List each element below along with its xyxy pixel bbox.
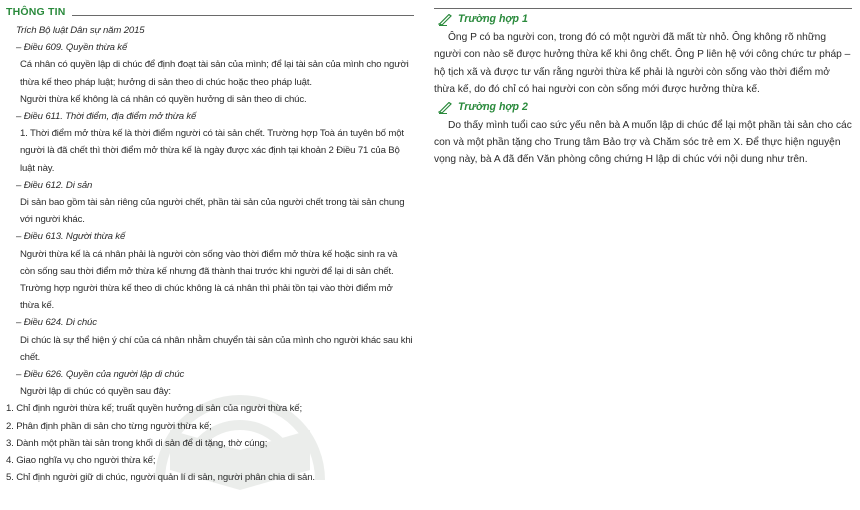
pen-icon [438,14,452,26]
case-text: Do thấy mình tuổi cao sức yếu nên bà A muốn lập di chúc để lại một phần tài sản cho các con và một phần tặng cho Trung tâm Bảo trợ và Chăm sóc trẻ em X. Để thực hiện nguyện vọng này, bà A đã đến Văn phòng công chứng H lập di chúc với nội dung như trên. [434,119,852,166]
article-heading: – Điều 609. Quyền thừa kế [16,42,128,54]
article-613 [6,228,414,314]
source-citation: Trích Bộ luật Dân sự năm 2015 [16,25,145,36]
article-609 [6,39,414,108]
pen-icon [438,102,452,114]
article-612 [6,177,414,229]
article-heading: – Điều 626. Quyền của người lập di chúc [16,369,185,381]
article-heading: – Điều 624. Di chúc [16,317,97,329]
case-1 [434,11,852,99]
info-header [6,4,414,22]
article-paragraph: Di sản bao gồm tài sản riêng của người chết, phần tài sản của người chết trong tài sản chung với người khác. [20,197,405,226]
cases-panel [434,4,852,169]
list-item: 2. Phân định phần di sản cho từng người thừa kế; [6,420,212,432]
article-paragraph: Người thừa kế là cá nhân phải là người còn sống vào thời điểm mở thừa kế hoặc sinh ra và còn sống sau thời điểm mở thừa kế nhưng đã thành thai trước khi người để lại di sản chết. Trường hợp người thừa kế theo di chúc không là cá nhân thì phải tồn tại vào thời điểm mở thừa kế. [20,248,398,312]
header-divider [72,15,414,16]
list-item: 3. Dành một phần tài sản trong khối di sản để di tặng, thờ cúng; [6,437,268,449]
cases-divider [434,8,852,9]
article-heading: – Điều 612. Di sản [16,179,93,191]
case-label: Trường hợp 1 [458,13,528,26]
list-item: 4. Giao nghĩa vụ cho người thừa kế; [6,455,156,467]
case-2 [434,99,852,169]
article-paragraph: Di chúc là sự thể hiện ý chí của cá nhân nhằm chuyển tài sản của mình cho người khác sau khi chết. [20,334,413,363]
case-label: Trường hợp 2 [458,100,528,113]
article-paragraph: 1. Thời điểm mở thừa kế là thời điểm người có tài sản chết. Trường hợp Toà án tuyên bố một người là đã chết thì thời điểm mở thừa kế là ngày được xác định tại khoản 2 Điều 71 của Bộ luật này. [20,128,404,174]
case-title [434,11,852,29]
list-item: 1. Chỉ định người thừa kế; truất quyền hưởng di sản của người thừa kế; [6,403,302,415]
case-title [434,99,852,117]
article-611 [6,108,414,177]
info-title: THÔNG TIN [6,6,66,19]
info-panel [6,4,414,486]
article-paragraph: Người lập di chúc có quyền sau đây: [20,386,171,398]
article-heading: – Điều 613. Người thừa kế [16,231,126,243]
list-item: 5. Chỉ định người giữ di chúc, người quản lí di sản, người phân chia di sản. [6,472,315,484]
article-paragraph: Cá nhân có quyền lập di chúc để định đoạt tài sản của mình; để lại tài sản của mình cho người thừa kế theo pháp luật; hưởng di sản theo di chúc hoặc theo pháp luật. [20,59,409,88]
case-text: Ông P có ba người con, trong đó có một người đã mất từ nhỏ. Ông không rõ những người con nào sẽ được hưởng thừa kế khi ông chết. Ông P liên hệ với công chức tư pháp – hộ tịch xã và được tư vấn rằng người thừa kế phải là người còn sống vào thời điểm mở thừa kế, do đó chỉ có hai người con còn sống mới được hưởng thừa kế. [434,32,851,96]
article-624 [6,314,414,366]
article-paragraph: Người thừa kế không là cá nhân có quyền hưởng di sản theo di chúc. [20,93,307,105]
article-heading: – Điều 611. Thời điểm, địa điểm mở thừa kế [16,111,197,123]
article-626 [6,366,414,486]
